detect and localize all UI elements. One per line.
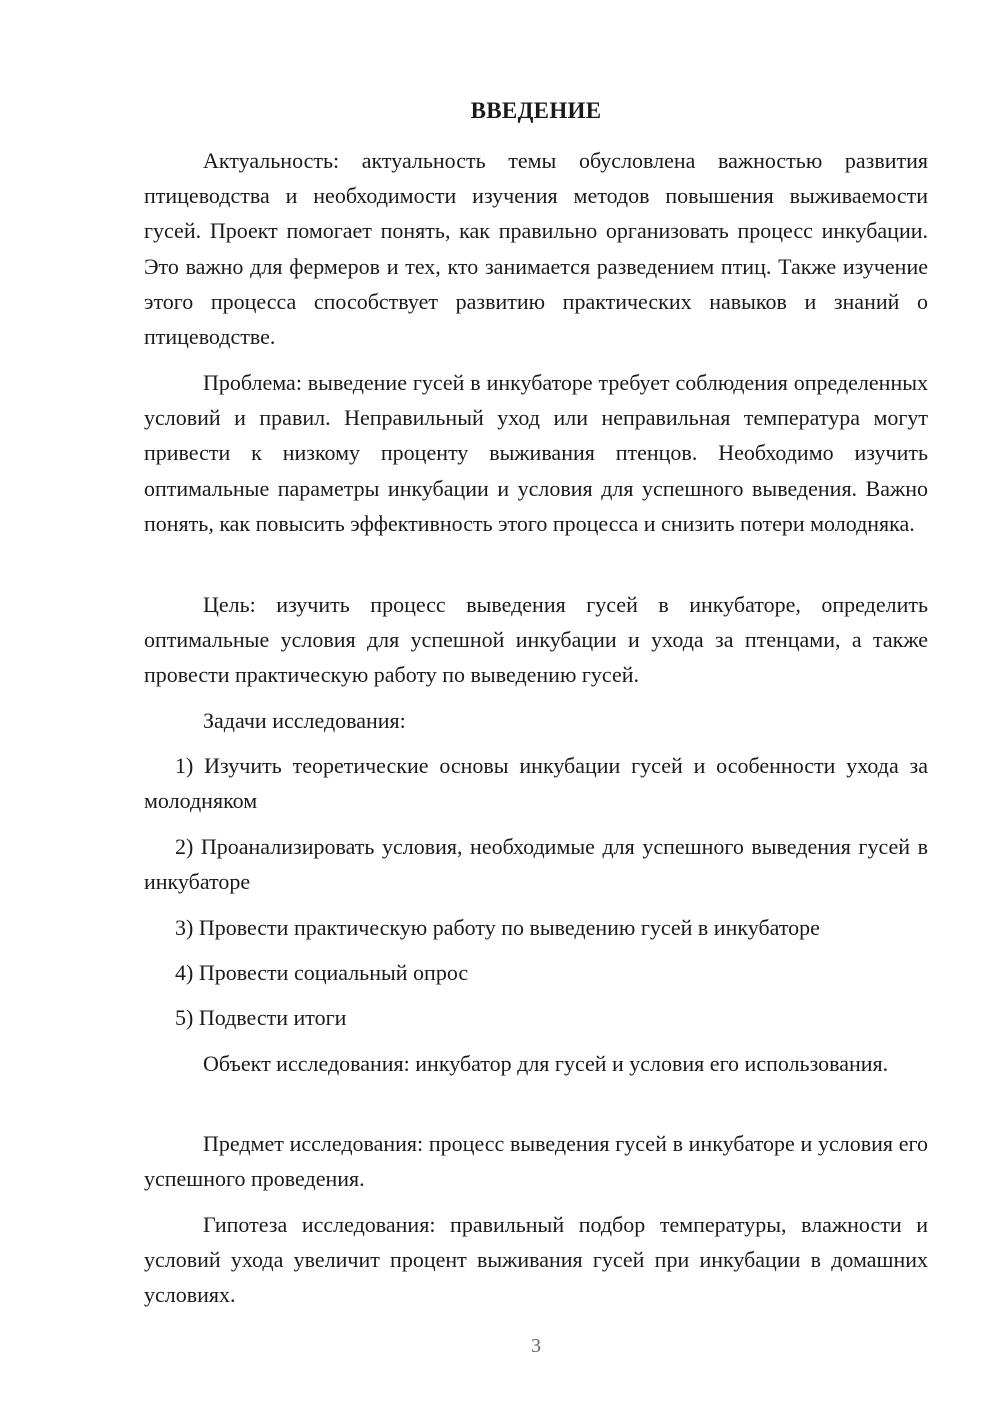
paragraph-hypothesis: Гипотеза исследования: правильный подбор температуры, влажности и условий ухода увеличит процент выживания гусей при инкубации в домашних условиях. xyxy=(144,1212,928,1308)
task-item-4: 4) Провести социальный опрос xyxy=(175,960,469,985)
paragraph-problem: Проблема: выведение гусей в инкубаторе требует соблюдения определенных условий и правил. Неправильный уход или неправильная температура могут привести к низкому проценту выживания птенцов. Необходимо изучить оптимальные параметры инкубации и условия для успешного выведения. Важно понять, как повысить эффективность этого процесса и снизить потери молодняка. xyxy=(144,370,928,536)
document-page xyxy=(144,0,928,1414)
page-number: 3 xyxy=(531,1335,541,1357)
page-title: ВВЕДЕНИЕ xyxy=(470,98,602,123)
paragraph-goal: Цель: изучить процесс выведения гусей в инкубаторе, определить оптимальные условия для успешной инкубации и ухода за птенцами, а также провести практическую работу по выведению гусей. xyxy=(144,592,928,688)
paragraph-relevance: Актуальность: актуальность темы обусловлена важностью развития птицеводства и необходимости изучения методов повышения выживаемости гусей. Проект помогает понять, как правильно организовать процесс инкубации. Это важно для фермеров и тех, кто занимается разведением птиц. Также изучение этого процесса способствует развитию практических навыков и знаний о птицеводстве. xyxy=(144,148,928,350)
task-item-1: 1) Изучить теоретические основы инкубации гусей и особенности ухода за молодняком xyxy=(144,753,928,814)
task-item-2: 2) Проанализировать условия, необходимые для успешного выведения гусей в инкубаторе xyxy=(144,834,928,895)
paragraph-object: Объект исследования: инкубатор для гусей и условия его использования. xyxy=(203,1051,889,1076)
task-item-5: 5) Подвести итоги xyxy=(175,1005,347,1030)
task-item-3: 3) Провести практическую работу по выведению гусей в инкубаторе xyxy=(175,915,820,940)
paragraph-subject: Предмет исследования: процесс выведения гусей в инкубаторе и условия его успешного проведения. xyxy=(144,1131,928,1192)
tasks-heading: Задачи исследования: xyxy=(203,708,406,733)
